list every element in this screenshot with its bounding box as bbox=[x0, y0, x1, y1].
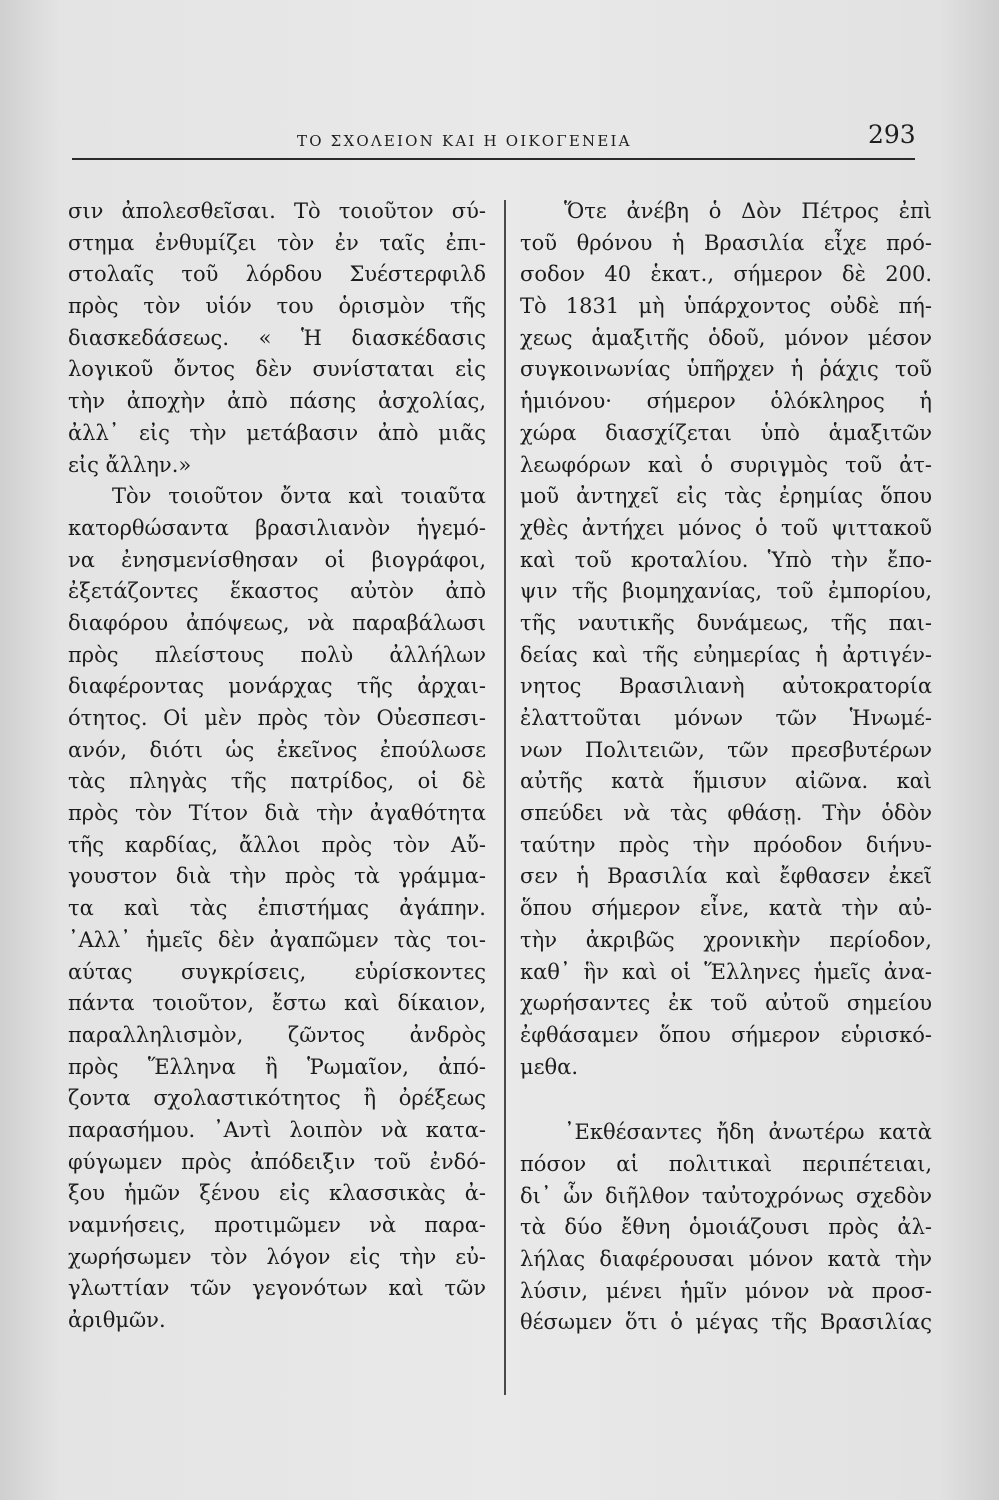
text-line: μεθα. bbox=[520, 1054, 579, 1079]
running-title: ΤΟ ΣΧΟΛΕΙΟΝ ΚΑΙ Η ΟΙΚΟΓΕΝΕΙΑ bbox=[297, 132, 632, 150]
text-line: φύγωμεν πρὸς ἀπόδειξιν τοῦ ἐνδό- bbox=[68, 1149, 486, 1174]
text-line: ζοντα σχολαστικότητος ἢ ὀρέξεως bbox=[68, 1086, 486, 1111]
text-line: στολαῖς τοῦ λόρδου Συέστερφιλδ bbox=[68, 262, 486, 287]
text-line: διαφόρου ἀπόψεως, νὰ παραβάλωσι bbox=[68, 610, 486, 635]
text-line: πρὸς Ἕλληνα ἢ Ῥωμαῖον, ἀπό- bbox=[68, 1054, 486, 1079]
text-line: λεωφόρων καὶ ὁ συριγμὸς τοῦ ἀτ- bbox=[520, 452, 932, 477]
text-line: τὴν ἀκριβῶς χρονικὴν περίοδον, bbox=[520, 927, 932, 952]
text-line: νητος Βρασιλιανὴ αὐτοκρατορία bbox=[520, 674, 932, 699]
text-line: λύσιν, μένει ἡμῖν μόνον νὰ προσ- bbox=[520, 1278, 932, 1303]
text-line: τα καὶ τὰς ἐπιστήμας ἀγάπην. bbox=[68, 896, 486, 921]
text-line: τὴν ἀποχὴν ἀπὸ πάσης ἀσχολίας, bbox=[68, 389, 486, 414]
text-line: ἀριθμῶν. bbox=[68, 1308, 166, 1333]
text-line: τοῦ θρόνου ἡ Βρασιλία εἶχε πρό- bbox=[520, 230, 932, 255]
text-line: τὰ δύο ἔθνη ὁμοιάζουσι πρὸς ἀλ- bbox=[520, 1215, 932, 1240]
text-line: ᾿Εκθέσαντες ἤδη ἀνωτέρω κατὰ bbox=[564, 1120, 932, 1145]
text-line: Τὸ 1831 μὴ ὑπάρχοντος οὐδὲ πή- bbox=[520, 294, 932, 319]
text-line: καὶ τοῦ κροταλίου. Ὑπὸ τὴν ἔπο- bbox=[520, 547, 932, 572]
text-line: χθὲς ἀντήχει μόνος ὁ τοῦ ψιττακοῦ bbox=[520, 515, 932, 540]
page-number: 293 bbox=[868, 120, 916, 149]
text-line: στημα ἐνθυμίζει τὸν ἐν ταῖς ἐπι- bbox=[68, 230, 486, 255]
text-line: ταύτην πρὸς τὴν πρόοδον διήνυ- bbox=[520, 832, 932, 857]
text-line: διαφέροντας μονάρχας τῆς ἀρχαι- bbox=[68, 674, 486, 699]
text-line: ανόν, διότι ὡς ἐκεῖνος ἐπούλωσε bbox=[68, 737, 486, 762]
text-line: ὅπου σήμερον εἶνε, κατὰ τὴν αὐ- bbox=[520, 896, 932, 921]
left-column bbox=[68, 196, 486, 1337]
text-line: πρὸς τὸν υἱόν του ὁρισμὸν τῆς bbox=[68, 294, 486, 319]
paragraph-gap bbox=[520, 1083, 932, 1117]
text-line: Ὅτε ἀνέβη ὁ Δὸν Πέτρος ἐπὶ bbox=[564, 199, 932, 223]
text-line: πρὸς τὸν Τίτον διὰ τὴν ἀγαθότητα bbox=[68, 801, 486, 826]
text-line: ψιν τῆς βιομηχανίας, τοῦ ἐμπορίου, bbox=[520, 579, 932, 604]
text-line: δείας καὶ τῆς εὐημερίας ἡ ἀρτιγέν- bbox=[520, 642, 932, 667]
text-line: θέσωμεν ὅτι ὁ μέγας τῆς Βρασιλίας bbox=[520, 1310, 932, 1335]
text-line: αὐτῆς κατὰ ἥμισυν αἰῶνα. καὶ bbox=[520, 769, 932, 794]
text-line: ἐφθάσαμεν ὅπου σήμερον εὑρισκό- bbox=[520, 1022, 932, 1047]
text-line: καθ᾿ ἣν καὶ οἱ Ἕλληνες ἡμεῖς ἀνα- bbox=[520, 959, 932, 984]
text-line: πρὸς πλείστους πολὺ ἀλλήλων bbox=[68, 642, 486, 667]
text-line: τὰς πληγὰς τῆς πατρίδος, οἱ δὲ bbox=[68, 769, 486, 794]
text-line: συγκοινωνίας ὑπῆρχεν ἡ ῥάχις τοῦ bbox=[520, 357, 932, 382]
text-line: πόσον αἱ πολιτικαὶ περιπέτειαι, bbox=[520, 1151, 932, 1176]
text-line: δι᾿ ὧν διῆλθον ταὐτοχρόνως σχεδὸν bbox=[520, 1183, 932, 1208]
text-line: να ἐνησμενίσθησαν οἱ βιογράφοι, bbox=[68, 547, 486, 572]
text-line: αύτας συγκρίσεις, εὑρίσκοντες bbox=[68, 959, 486, 984]
text-line: λήλας διαφέρουσαι μόνον κατὰ τὴν bbox=[520, 1247, 932, 1271]
text-line: σεν ἡ Βρασιλία καὶ ἔφθασεν ἐκεῖ bbox=[520, 864, 932, 889]
page-header bbox=[72, 120, 917, 160]
text-line: ἐξετάζοντες ἕκαστος αὐτὸν ἀπὸ bbox=[68, 579, 486, 604]
text-line: παρασήμου. ᾿Αντὶ λοιπὸν νὰ κατα- bbox=[68, 1117, 486, 1142]
text-line: μοῦ ἀντηχεῖ εἰς τὰς ἐρημίας ὅπου bbox=[520, 484, 932, 509]
right-column bbox=[520, 196, 932, 1339]
text-line: ότητος. Οἱ μὲν πρὸς τὸν Οὐεσπεσι- bbox=[68, 706, 486, 730]
text-line: κατορθώσαντα βρασιλιανὸν ἡγεμό- bbox=[68, 515, 486, 540]
text-line: ἡμιόνου· σήμερον ὁλόκληρος ἡ bbox=[520, 389, 932, 414]
text-line: σοδον 40 ἑκατ., σήμερον δὲ 200. bbox=[520, 262, 932, 287]
text-line: χεως ἁμαξιτῆς ὁδοῦ, μόνον μέσον bbox=[520, 325, 932, 350]
text-line: Τὸν τοιοῦτον ὄντα καὶ τοιαῦτα bbox=[112, 484, 486, 509]
text-line: χωρήσωμεν τὸν λόγον εἰς τὴν εὐ- bbox=[68, 1244, 486, 1269]
text-line: χωρήσαντες ἐκ τοῦ αὐτοῦ σημείου bbox=[520, 991, 932, 1016]
text-line: σιν ἀπολεσθεῖσαι. Τὸ τοιοῦτον σύ- bbox=[68, 199, 486, 223]
text-line: σπεύδει νὰ τὰς φθάσῃ. Τὴν ὁδὸν bbox=[520, 801, 932, 826]
text-line: γλωττίαν τῶν γεγονότων καὶ τῶν bbox=[68, 1276, 486, 1301]
column-divider bbox=[504, 200, 506, 1395]
text-line: παραλληλισμὸν, ζῶντος ἀνδρὸς bbox=[68, 1022, 486, 1047]
text-line: χώρα διασχίζεται ὑπὸ ἁμαξιτῶν bbox=[520, 420, 932, 445]
text-line: ἐλαττοῦται μόνων τῶν Ἡνωμέ- bbox=[520, 706, 932, 730]
text-line: λογικοῦ ὄντος δὲν συνίσταται εἰς bbox=[68, 357, 486, 382]
text-line: νων Πολιτειῶν, τῶν πρεσβυτέρων bbox=[520, 737, 932, 762]
text-line: τῆς ναυτικῆς δυνάμεως, τῆς παι- bbox=[520, 610, 932, 635]
text-line: ξου ἡμῶν ξένου εἰς κλασσικὰς ἀ- bbox=[68, 1181, 486, 1206]
text-line: ᾿Αλλ᾿ ἡμεῖς δὲν ἀγαπῶμεν τὰς τοι- bbox=[68, 927, 486, 952]
text-line: ναμνήσεις, προτιμῶμεν νὰ παρα- bbox=[68, 1213, 486, 1237]
text-line: τῆς καρδίας, ἄλλοι πρὸς τὸν Αὔ- bbox=[68, 832, 486, 857]
text-line: εἰς ἄλλην.» bbox=[68, 452, 192, 477]
text-line: πάντα τοιοῦτον, ἔστω καὶ δίκαιον, bbox=[68, 991, 486, 1016]
text-line: γουστον διὰ τὴν πρὸς τὰ γράμμα- bbox=[68, 864, 486, 889]
header-rule bbox=[72, 158, 915, 160]
text-line: ἀλλ᾿ εἰς τὴν μετάβασιν ἀπὸ μιᾶς bbox=[68, 420, 486, 445]
text-line: διασκεδάσεως. « Ἡ διασκέδασις bbox=[68, 325, 486, 350]
